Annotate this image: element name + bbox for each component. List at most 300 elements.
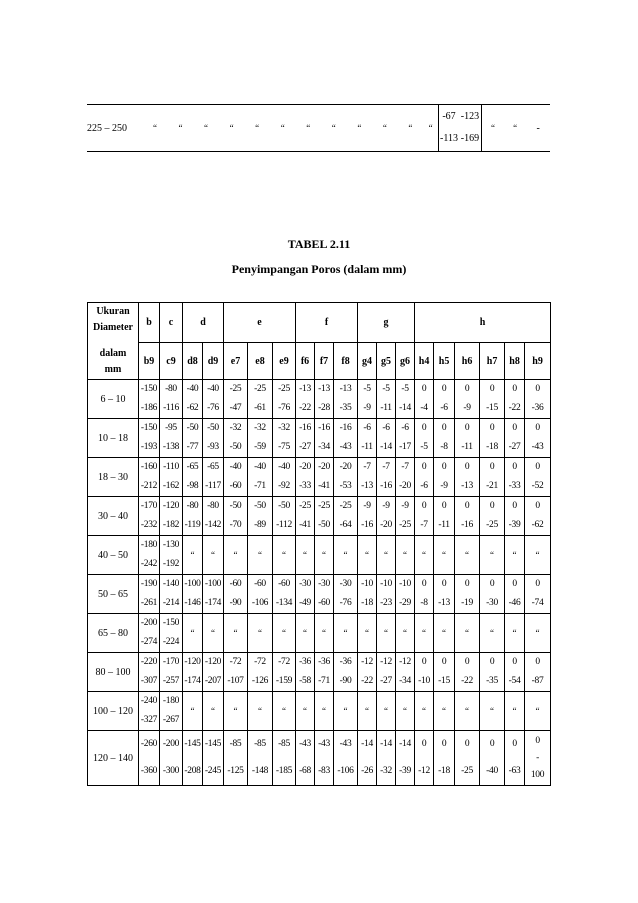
upper-value: -120 [162,501,180,511]
value-cell [434,575,455,614]
upper-value: -180 [140,540,158,550]
upper-value: -5 [363,384,371,394]
lower-value: -60 [318,598,330,608]
upper-value: -40 [278,462,290,472]
value-cell [315,575,334,614]
lower-value: -90 [339,676,352,686]
lower-value: -27 [380,676,392,686]
ditto-cell: “ [270,105,296,152]
upper-value: -43 [339,739,352,749]
upper-value: -40 [186,384,199,394]
lower-value: -11 [461,442,473,452]
value-cell [160,692,183,731]
value-cell [480,458,505,497]
upper-value: -40 [229,462,242,472]
upper-value: -25 [318,501,330,511]
lower-value: -15 [486,403,498,413]
upper-value: 0 [464,579,470,589]
value: -169 [460,133,480,144]
lower-value: -33 [299,481,311,491]
value-cell [183,653,203,692]
diameter-range-cell: 50 – 65 [88,575,139,614]
lower-value: -8 [440,442,448,452]
ditto-cell: “ [295,105,321,152]
upper-value: -65 [186,462,199,472]
lower-value: -307 [140,676,158,686]
column-code-g5: g5 [377,343,396,380]
lower-value: -50 [229,442,242,452]
table-row [87,105,550,152]
upper-value: -95 [165,423,177,433]
ditto-cell: “ [273,536,296,575]
lower-value: -54 [508,676,521,686]
table-row [88,614,551,653]
upper-value: -16 [299,423,311,433]
lower-value: -70 [229,520,242,530]
table-row [88,536,551,575]
upper-value: 0 [441,579,447,589]
upper-value: -240 [140,696,158,706]
value-cell [183,419,203,458]
table-row [88,731,551,786]
value-cell [377,380,396,419]
lower-value: -185 [275,766,293,776]
value-cell [183,575,203,614]
diameter-range-cell: 18 – 30 [88,458,139,497]
lower-value: -49 [299,598,311,608]
value-cell [183,458,203,497]
lower-value: -242 [140,559,158,569]
value-cell [224,653,248,692]
lower-value: -71 [318,676,330,686]
lower-value: -186 [140,403,158,413]
value-cell [358,380,377,419]
ditto-cell: “ [505,692,525,731]
upper-value: -100 [184,579,201,589]
upper-value: -170 [162,657,180,667]
value-cell [273,497,296,536]
value-cell [415,653,434,692]
lower-value: -28 [318,403,330,413]
ditto-cell: “ [315,614,334,653]
upper-value: -80 [207,501,219,511]
lower-value: -214 [162,598,180,608]
upper-value: -80 [186,501,199,511]
value-cell [183,731,203,786]
value-cell [203,575,224,614]
value-cell [455,419,480,458]
ditto-cell: “ [415,692,434,731]
column-code-h5: h5 [434,343,455,380]
lower-value: -182 [162,520,180,530]
lower-value: -43 [531,442,544,452]
lower-value: -146 [184,598,201,608]
value-cell [248,731,273,786]
ditto-cell: “ [415,614,434,653]
lower-value: -116 [163,403,179,413]
group-header-e: e [224,303,296,343]
value-cell [434,458,455,497]
lower-value: -4 [420,403,428,413]
value-cell [396,575,415,614]
value-cell [203,419,224,458]
value-cell [273,575,296,614]
lower-value: -138 [162,442,180,452]
ditto-cell: “ [377,692,396,731]
value-cell [455,380,480,419]
upper-value: 0 [421,462,427,472]
ditto-cell: “ [142,105,168,152]
tolerance-table [87,302,551,786]
header-row-groups [88,303,551,343]
upper-value: 0 [464,462,470,472]
value-cell [377,419,396,458]
lower-value: -274 [140,637,158,647]
value-cell [139,497,160,536]
lower-value: -23 [380,598,392,608]
value-cell [505,497,525,536]
column-code-e7: e7 [224,343,248,380]
diameter-range-cell: 65 – 80 [88,614,139,653]
upper-value: 0 [512,501,517,511]
lower-value: -11 [380,403,392,413]
lower-value: -9 [363,403,371,413]
value-cell [160,419,183,458]
upper-value: -6 [382,423,390,433]
diameter-range-cell: 80 – 100 [88,653,139,692]
value-cell [160,458,183,497]
value-cell [160,614,183,653]
table-row [88,653,551,692]
upper-value: -14 [361,739,373,749]
upper-value: -25 [299,501,311,511]
lower-value: -125 [227,766,244,776]
value-cell [224,575,248,614]
upper-value: 0 [489,462,495,472]
lower-value: -13 [461,481,473,491]
continuation-table [87,104,550,152]
value: -113 [440,133,458,144]
lower-value: -13 [438,598,450,608]
lower-value: -12 [418,766,430,776]
table-row [88,380,551,419]
lower-value: -83 [318,766,330,776]
column-code-f6: f6 [296,343,315,380]
value-cell [358,458,377,497]
column-code-h6: h6 [455,343,480,380]
value-cell [160,653,183,692]
upper-value: -120 [184,657,201,667]
ditto-cell: “ [203,692,224,731]
ditto-cell: “ [398,105,424,152]
value-cell [334,458,358,497]
upper-value: -50 [207,423,219,433]
header-row-codes [88,343,551,380]
value-cell [415,380,434,419]
ditto-cell: “ [525,536,551,575]
lower-value: -98 [186,481,199,491]
value-cell [203,497,224,536]
column-code-e9: e9 [273,343,296,380]
lower-value: -9 [440,481,448,491]
lower-value: -59 [254,442,266,452]
value-cell [183,380,203,419]
value-cell [455,653,480,692]
upper-value: -32 [278,423,290,433]
ditto-cell: “ [358,614,377,653]
upper-value: -60 [229,579,242,589]
lower-value: -16 [380,481,392,491]
upper-value: 0 [489,579,495,589]
column-code-h9: h9 [525,343,551,380]
ditto-cell: “ [481,105,503,152]
value-cell [377,497,396,536]
upper-value: -36 [318,657,330,667]
upper-value: -150 [162,618,180,628]
value-cell [455,497,480,536]
upper-value: -14 [399,739,411,749]
upper-value: -20 [318,462,330,472]
group-header-h: h [415,303,551,343]
value-cell [396,731,415,786]
column-code-f8: f8 [334,343,358,380]
header-word: Diameter [93,322,133,333]
lower-value: -17 [399,442,411,452]
ditto-cell: “ [203,536,224,575]
upper-value: -50 [278,501,290,511]
lower-value: -15 [438,676,450,686]
upper-value: 0 [512,739,517,749]
upper-value: 0 [512,423,517,433]
value-cell [224,731,248,786]
lower-value: -232 [140,520,158,530]
lower-value: -41 [299,520,311,530]
value-cell [415,575,434,614]
lower-value: -245 [204,766,222,776]
table-row [88,692,551,731]
diameter-header [88,303,139,380]
value-cell [160,380,183,419]
upper-value: -110 [163,462,179,472]
value-cell [377,731,396,786]
ditto-cell: “ [248,692,273,731]
value-cell [296,653,315,692]
lower-value: -90 [229,598,242,608]
lower-value: -10 [418,676,430,686]
value-cell [525,380,551,419]
value-cell [358,731,377,786]
upper-value: 0 [441,501,447,511]
upper-value: -160 [140,462,158,472]
value-cell [139,731,160,786]
lower-value: -74 [531,598,544,608]
column-code-h8: h8 [505,343,525,380]
upper-value: 0 [464,384,470,394]
upper-value: -50 [229,501,242,511]
lower-value: -62 [186,403,199,413]
ditto-cell: “ [315,692,334,731]
upper-value: 0 [535,501,540,511]
upper-value: -14 [380,739,392,749]
upper-value: -36 [339,657,352,667]
value-cell [455,458,480,497]
value-cell [415,731,434,786]
value-cell [296,575,315,614]
lower-value: -174 [204,598,222,608]
lower-value: -33 [508,481,521,491]
upper-value: 0 [421,384,427,394]
value-cell [377,575,396,614]
lower-value: -34 [318,442,330,452]
value-cell [139,614,160,653]
upper-value: -80 [165,384,177,394]
upper-value: -13 [299,384,311,394]
upper-value: -190 [140,579,158,589]
value-cell [139,380,160,419]
value-cell [396,419,415,458]
lower-value: -50 [318,520,330,530]
upper-value: 0 [489,501,495,511]
value-cell [334,380,358,419]
value-cell [434,653,455,692]
header-word: dalam [99,348,127,359]
ditto-cell: “ [273,692,296,731]
value-cell [455,731,480,786]
table-row [88,419,551,458]
ditto-cell: “ [372,105,398,152]
lower-value: -208 [184,766,201,776]
lower-value: -92 [278,481,290,491]
value: 0 [535,735,540,746]
value-cell [434,419,455,458]
upper-value: 0 [535,423,540,433]
value: -67 [442,111,456,122]
upper-value: -9 [382,501,390,511]
value-cell [203,653,224,692]
ditto-cell: “ [455,692,480,731]
ditto-cell: “ [480,614,505,653]
ditto-cell: “ [296,692,315,731]
lower-value: -267 [162,715,180,725]
value-cell [505,419,525,458]
ditto-cell: “ [273,614,296,653]
lower-value: -13 [361,481,373,491]
ditto-cell: “ [434,692,455,731]
upper-value: -9 [401,501,409,511]
value-cell [139,419,160,458]
lower-value: -19 [461,598,473,608]
header-word: mm [104,364,122,375]
ditto-cell: “ [434,536,455,575]
upper-value: -16 [318,423,330,433]
upper-value: -13 [318,384,330,394]
lower-value: -63 [508,766,521,776]
upper-value: -30 [318,579,330,589]
value-cell [139,458,160,497]
lower-value: -11 [361,442,373,452]
ditto-cell: “ [224,536,248,575]
upper-value: -72 [254,657,266,667]
lower-value: -39 [399,766,411,776]
value-cell [296,419,315,458]
lower-value: -14 [380,442,392,452]
value-cell [525,419,551,458]
value-cell [396,458,415,497]
lower-value: -29 [399,598,411,608]
upper-value: 0 [421,579,427,589]
upper-value: 0 [535,384,540,394]
value-cell [273,419,296,458]
group-header-d: d [183,303,224,343]
group-header-b: b [139,303,160,343]
value-cell [415,419,434,458]
lower-value: -89 [254,520,266,530]
lower-value: -193 [140,442,158,452]
lower-value: -46 [508,598,521,608]
value-cell [334,497,358,536]
value-cell [248,575,273,614]
lower-value: -257 [162,676,180,686]
column-code-e8: e8 [248,343,273,380]
ditto-cell: “ [480,692,505,731]
value: -123 [460,111,480,122]
ditto-cell: “ [183,536,203,575]
lower-value: -126 [251,676,269,686]
value-cell [224,458,248,497]
value-cell [224,419,248,458]
upper-value: 0 [441,657,447,667]
upper-value: 0 [489,384,495,394]
column-code-h4: h4 [415,343,434,380]
lower-value: -142 [204,520,222,530]
table-row [88,458,551,497]
upper-value: -20 [339,462,352,472]
diameter-range-cell: 6 – 10 [88,380,139,419]
upper-value: -40 [254,462,266,472]
group-header-c: c [160,303,183,343]
lower-value: -22 [508,403,521,413]
value-cell [203,380,224,419]
lower-value: -148 [251,766,269,776]
ditto-cell: “ [480,536,505,575]
value: 100 [530,769,545,780]
value-cell [160,536,183,575]
lower-value: -93 [207,442,219,452]
ditto-cell: “ [248,614,273,653]
lower-value: -25 [486,520,498,530]
lower-value: -224 [162,637,180,647]
upper-value: -32 [229,423,242,433]
upper-value: -25 [229,384,242,394]
lower-value: -35 [486,676,498,686]
value-cell [480,380,505,419]
value-cell [273,731,296,786]
upper-value: -12 [380,657,392,667]
table-row [88,575,551,614]
lower-value: -26 [361,766,373,776]
value-cell [296,380,315,419]
value-cell [334,419,358,458]
value-cell [248,419,273,458]
value-cell [358,497,377,536]
upper-value: -12 [399,657,411,667]
upper-value: 0 [421,423,427,433]
lower-value: -43 [339,442,352,452]
upper-value: -10 [361,579,373,589]
ditto-cell: “ [504,105,526,152]
upper-value: -200 [162,739,180,749]
lower-value: -16 [461,520,473,530]
